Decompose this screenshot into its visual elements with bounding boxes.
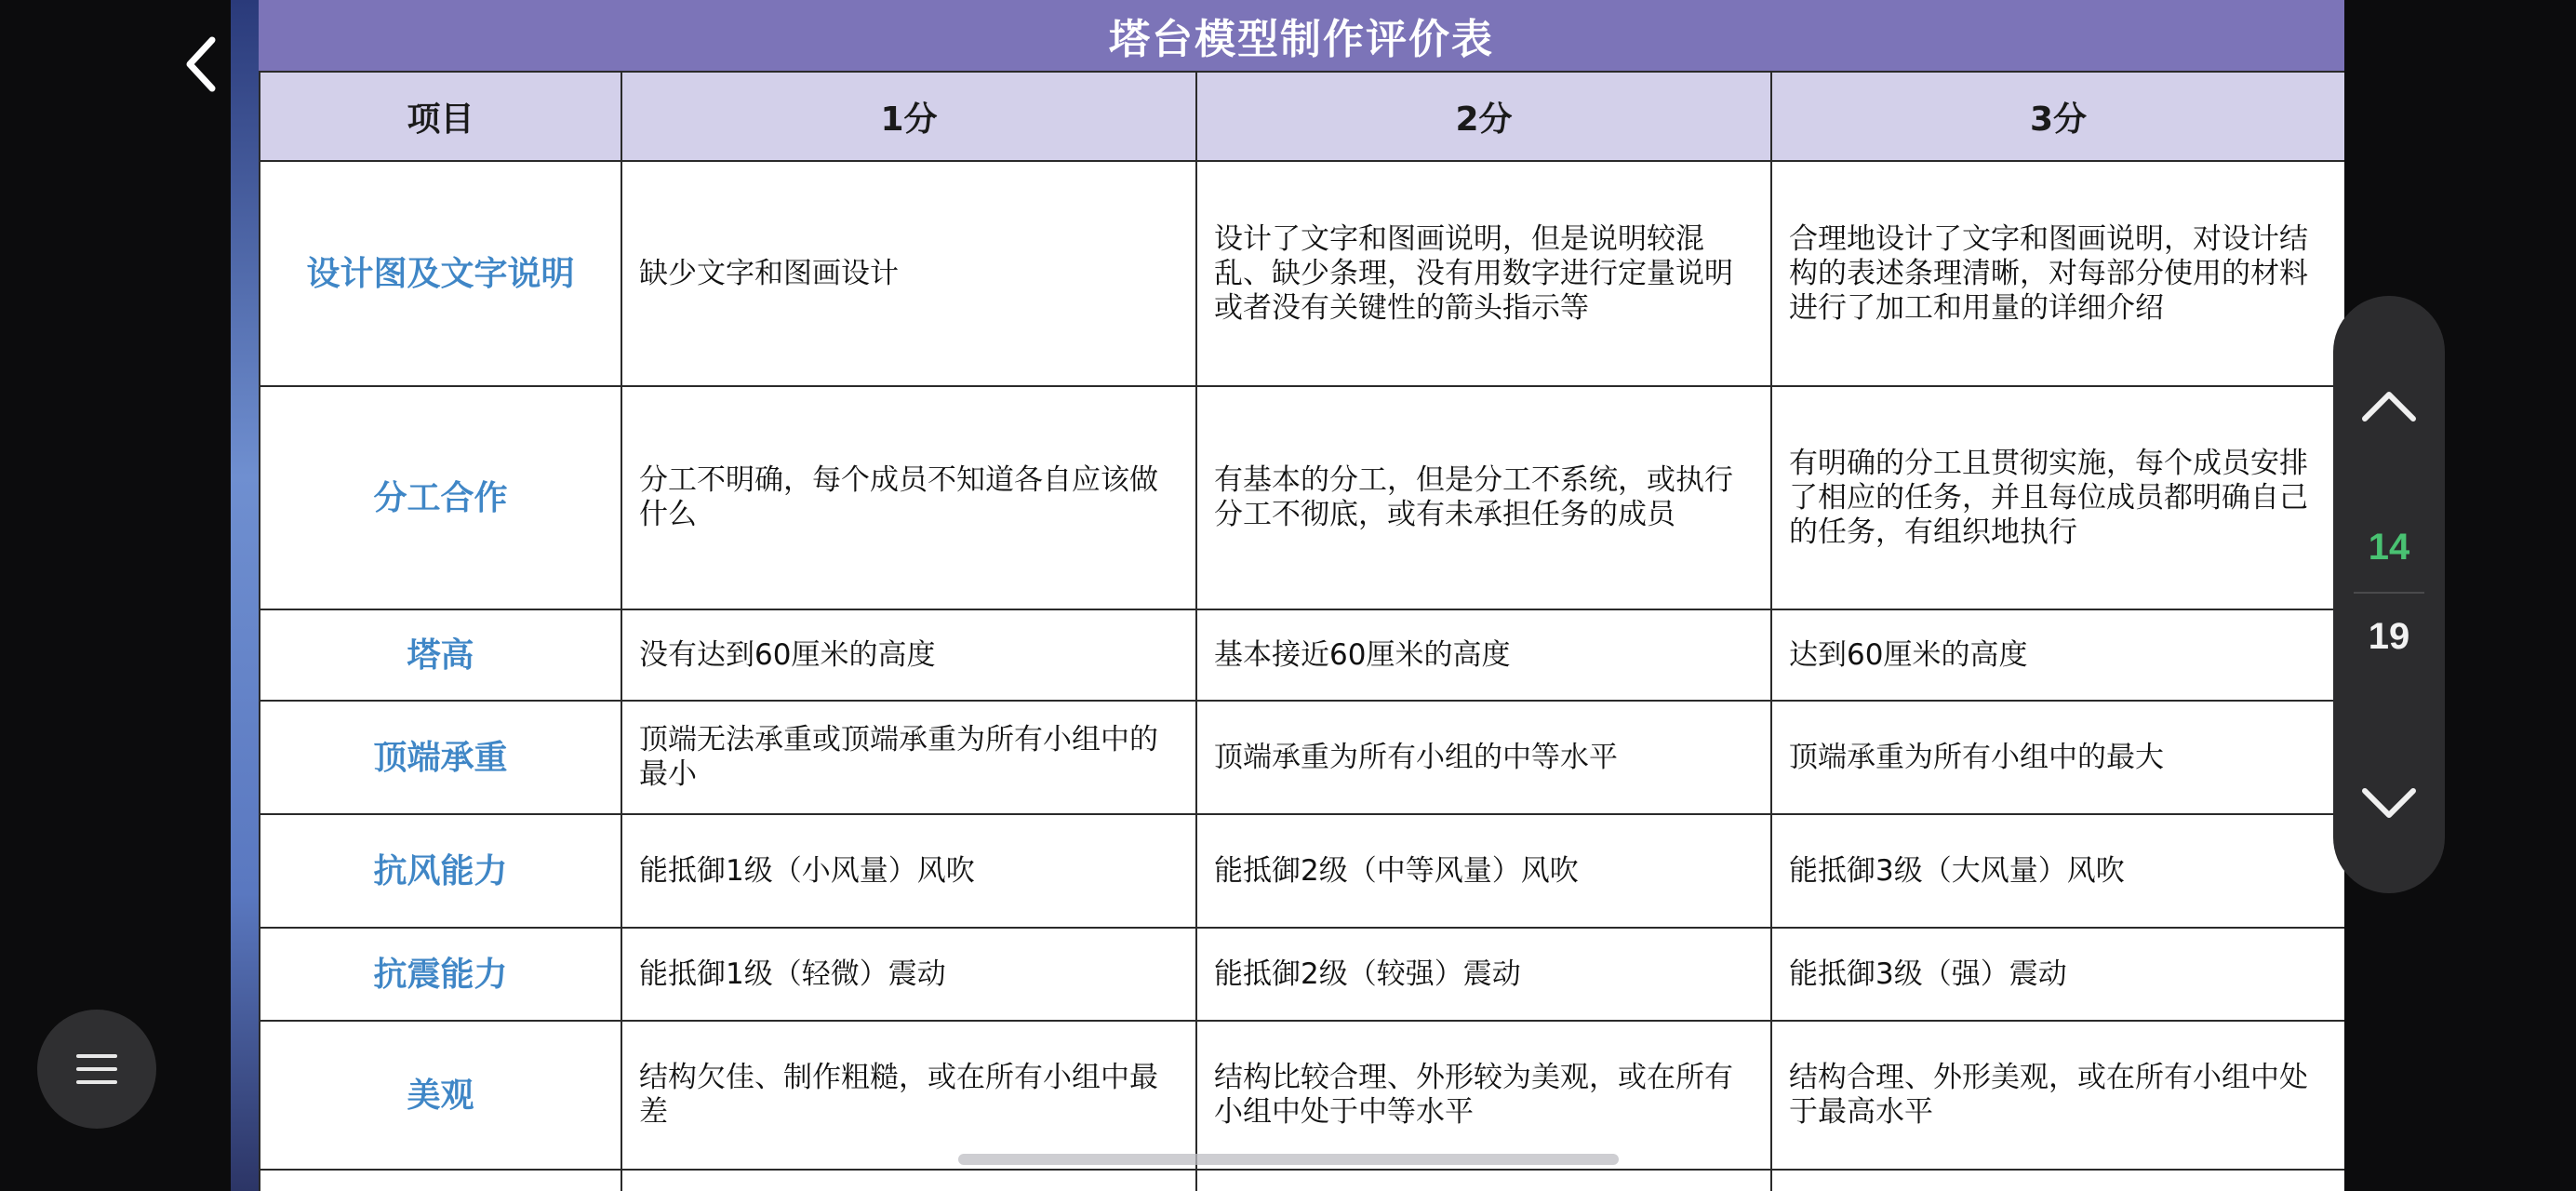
cell-score-1: 能抵御1级（轻微）震动 [621,928,1196,1021]
slide-edge-decoration [231,0,259,1191]
table-row [260,814,2344,928]
header-score-2: 2分 [1196,72,1771,161]
cell-score-3: 顶端承重为所有小组中的最大 [1771,701,2344,814]
table-row [260,928,2344,1021]
cell-score-1: 能抵御1级（小风量）风吹 [621,814,1196,928]
cell-score-2: 顶端承重为所有小组的中等水平 [1196,701,1771,814]
chevron-down-icon [2359,783,2419,821]
row-item: 顶端承重 [260,701,621,814]
row-item: 分工合作 [260,386,621,609]
cell-score-1: 结构欠佳、制作粗糙，或在所有小组中最差 [621,1021,1196,1170]
cell-score-1: 缺少文字和图画设计 [621,161,1196,386]
row-item: 抗震能力 [260,928,621,1021]
back-button[interactable] [175,32,227,97]
document-slide [259,0,2344,1191]
cell-score-2: 能抵御2级（较强）震动 [1196,928,1771,1021]
page-down-button[interactable] [2333,746,2445,858]
table-header-row [260,72,2344,161]
row-item: 美观 [260,1021,621,1170]
table-row [260,161,2344,386]
table-row [260,609,2344,701]
horizontal-scrollbar[interactable] [958,1154,1619,1165]
cell-score-3: 能抵御3级（强）震动 [1771,928,2344,1021]
page-navigator [2333,296,2445,893]
row-item: 抗风能力 [260,814,621,928]
menu-icon [74,1050,119,1088]
table-row [260,1021,2344,1170]
header-score-1: 1分 [621,72,1196,161]
evaluation-table-container [259,71,2344,1191]
menu-button[interactable] [37,1010,156,1129]
evaluation-table [259,71,2344,1191]
table-row [260,386,2344,609]
cell-score-3: 能抵御3级（大风量）风吹 [1771,814,2344,928]
cell-score-3: 合理地设计了文字和图画说明，对设计结构的表述条理清晰，对每部分使用的材料进行了加工和用量的详细介绍 [1771,161,2344,386]
table-row-partial [260,1170,2344,1191]
cell-score-1: 顶端无法承重或顶端承重为所有小组中的最小 [621,701,1196,814]
header-item: 项目 [260,72,621,161]
row-item: 设计图及文字说明 [260,161,621,386]
cell-score-2: 设计了文字和图画说明，但是说明较混乱、缺少条理，没有用数字进行定量说明或者没有关键性的箭头指示等 [1196,161,1771,386]
cell-score-1: 分工不明确，每个成员不知道各自应该做什么 [621,386,1196,609]
cell-score-3: 有明确的分工且贯彻实施，每个成员安排了相应的任务，并且每位成员都明确自己的任务，有组织地执行 [1771,386,2344,609]
current-page-number: 14 [2368,527,2410,568]
page-up-button[interactable] [2333,350,2445,462]
cell-score-3: 达到60厘米的高度 [1771,609,2344,701]
cell-score-2: 有基本的分工，但是分工不系统，或执行分工不彻底，或有未承担任务的成员 [1196,386,1771,609]
chevron-left-icon [182,34,220,94]
header-score-3: 3分 [1771,72,2344,161]
table-row [260,701,2344,814]
table-title: 塔台模型制作评价表 [259,0,2344,71]
cell-score-2: 能抵御2级（中等风量）风吹 [1196,814,1771,928]
row-item: 塔高 [260,609,621,701]
cell-score-1: 没有达到60厘米的高度 [621,609,1196,701]
cell-score-2: 结构比较合理、外形较为美观，或在所有小组中处于中等水平 [1196,1021,1771,1170]
total-page-number: 19 [2368,616,2410,657]
chevron-up-icon [2359,387,2419,424]
page-divider [2354,592,2424,594]
cell-score-2: 基本接近60厘米的高度 [1196,609,1771,701]
cell-score-3: 结构合理、外形美观，或在所有小组中处于最高水平 [1771,1021,2344,1170]
